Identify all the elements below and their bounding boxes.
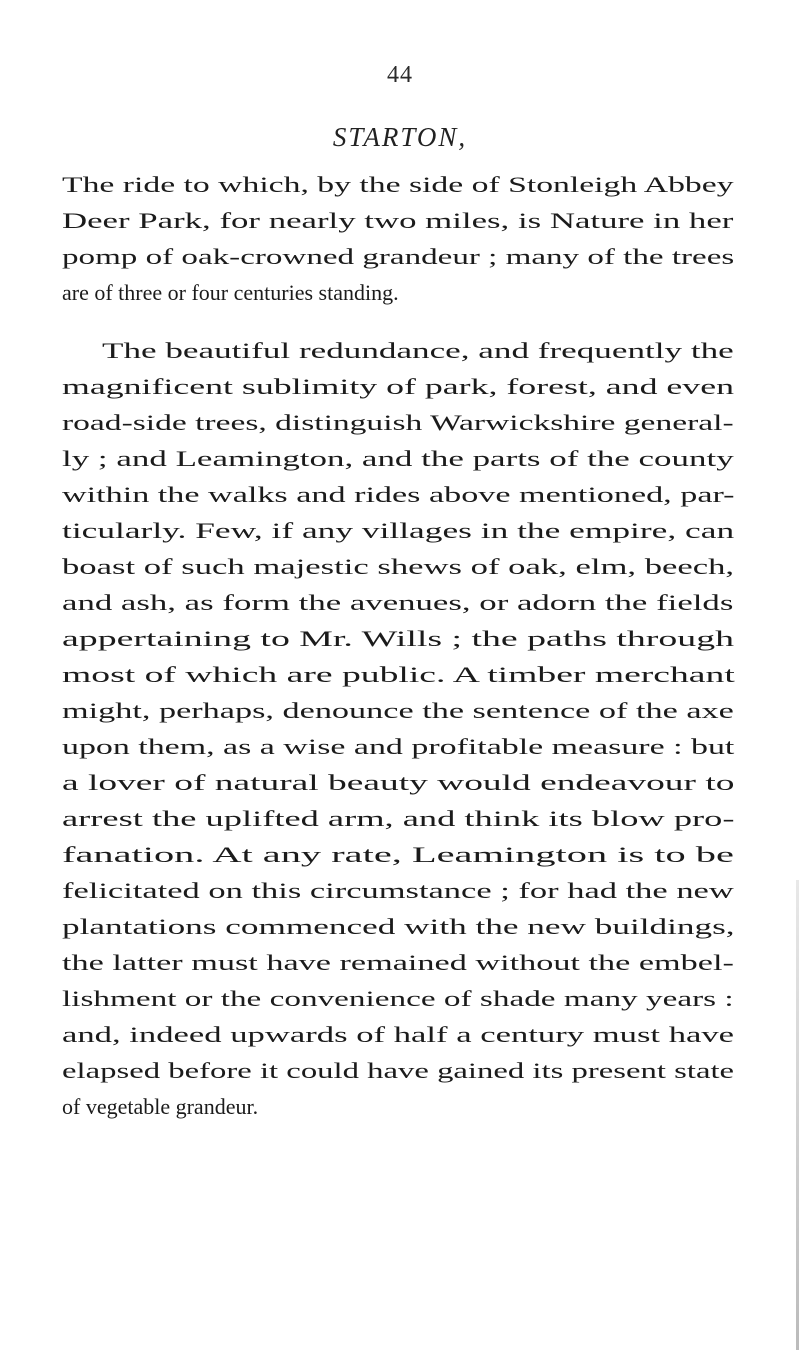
text-line: and ash, as form the avenues, or adorn the fields [62,590,734,615]
text-line: upon them, as a wise and profitable measure : but [62,734,735,759]
text-line: might, perhaps, denounce the sentence of the axe [62,698,734,723]
text-line: ticularly. Few, if any villages in the empire, can [62,518,735,543]
text-line: The ride to which, by the side of Stonleigh Abbey [62,172,734,197]
text-line: within the walks and rides above mentioned, par- [62,482,735,507]
page-edge-shadow [796,880,799,1350]
text-line: boast of such majestic shews of oak, elm, beech, [62,554,735,579]
text-line: road-side trees, distinguish Warwickshire general- [62,410,734,435]
text-line: most of which are public. A timber merchant [62,662,735,687]
text-line: arrest the uplifted arm, and think its blow pro- [62,806,735,831]
text-line: the latter must have remained without the embel- [62,950,734,975]
section-heading: STARTON, [332,122,468,152]
text-line: elapsed before it could have gained its present state [62,1058,735,1083]
text-line: felicitated on this circumstance ; for had the new [62,878,734,903]
text-line: appertaining to Mr. Wills ; the paths through [62,626,735,651]
text-line: Deer Park, for nearly two miles, is Nature in her [62,208,734,233]
text-line: a lover of natural beauty would endeavour to [62,770,735,795]
text-line: lishment or the convenience of shade many years : [62,986,734,1011]
text-line: are of three or four centuries standing. [62,280,399,305]
text-line: fanation. At any rate, Leamington is to be [62,842,734,867]
text-line: pomp of oak-crowned grandeur ; many of the trees [62,244,735,269]
text-line: plantations commenced with the new buildings, [62,914,735,939]
text-line: and, indeed upwards of half a century must have [62,1022,735,1047]
text-line: The beautiful redundance, and frequently the [102,338,734,363]
text-line: of vegetable grandeur. [62,1094,259,1119]
page-number: 44 [387,62,413,88]
text-line: magnificent sublimity of park, forest, and even [62,374,734,399]
text-line: ly ; and Leamington, and the parts of the county [62,446,734,471]
